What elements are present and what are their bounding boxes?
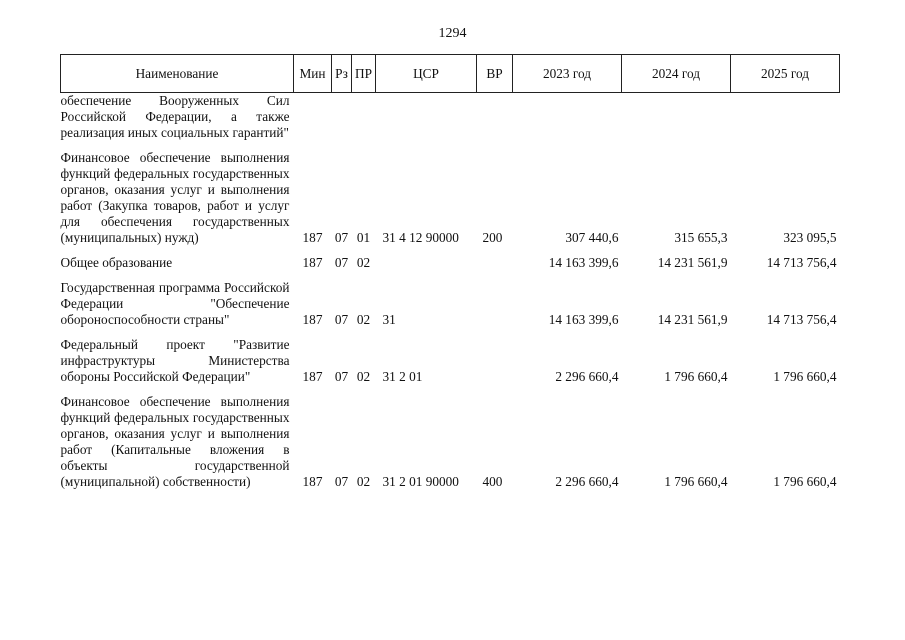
row-vr bbox=[477, 328, 513, 385]
table-row bbox=[61, 93, 840, 142]
header-vr: ВР bbox=[477, 55, 513, 93]
header-name: Наименование bbox=[61, 55, 294, 93]
row-2025 bbox=[731, 93, 840, 142]
row-2024 bbox=[622, 93, 731, 142]
header-2023: 2023 год bbox=[513, 55, 622, 93]
row-rz: 07 bbox=[334, 230, 349, 245]
row-2023: 2 296 660,4 bbox=[555, 369, 619, 384]
row-name: Общее образование bbox=[60, 255, 173, 270]
row-name: обеспечение Вооруженных Сил Российской Федерации, а также реализация иных социальных гарантий" bbox=[60, 93, 290, 140]
row-csr: 31 bbox=[382, 312, 396, 327]
row-csr: 31 2 01 90000 bbox=[382, 474, 459, 489]
header-2024: 2024 год bbox=[622, 55, 731, 93]
header-row bbox=[61, 55, 840, 93]
table-row bbox=[61, 328, 840, 385]
row-csr bbox=[376, 93, 477, 142]
row-2024: 14 231 561,9 bbox=[657, 312, 728, 327]
row-name: Государственная программа Российской Федерации "Обеспечение обороноспособности страны" bbox=[60, 280, 290, 327]
page-number: 1294 bbox=[438, 26, 467, 41]
row-2023: 14 163 399,6 bbox=[548, 255, 619, 270]
row-pr: 02 bbox=[356, 474, 371, 489]
header-rz: Рз bbox=[332, 55, 352, 93]
row-2023: 307 440,6 bbox=[565, 230, 619, 245]
row-2025: 323 095,5 bbox=[783, 230, 837, 245]
row-pr bbox=[352, 93, 376, 142]
row-name: Финансовое обеспечение выполнения функций федеральных государственных органов, оказания услуг и выполнения работ (Закупка товаров, работ и услуг для обеспечения государственных (муниципальных) нужд) bbox=[60, 150, 290, 245]
header-csr: ЦСР bbox=[376, 55, 477, 93]
table-body bbox=[61, 93, 840, 491]
row-2025: 1 796 660,4 bbox=[773, 369, 837, 384]
row-2023 bbox=[513, 93, 622, 142]
row-csr bbox=[376, 246, 477, 271]
row-vr bbox=[477, 246, 513, 271]
table-row bbox=[61, 141, 840, 246]
budget-table bbox=[60, 54, 840, 490]
row-vr bbox=[477, 93, 513, 142]
row-2023: 2 296 660,4 bbox=[555, 474, 619, 489]
row-2025: 14 713 756,4 bbox=[766, 255, 837, 270]
row-vr: 400 bbox=[482, 474, 503, 489]
row-2024: 315 655,3 bbox=[674, 230, 728, 245]
row-pr: 02 bbox=[356, 369, 371, 384]
row-min: 187 bbox=[302, 474, 323, 489]
row-rz: 07 bbox=[334, 312, 349, 327]
table-row bbox=[61, 271, 840, 328]
row-min: 187 bbox=[302, 255, 323, 270]
row-rz: 07 bbox=[334, 474, 349, 489]
row-rz bbox=[332, 93, 352, 142]
table-row bbox=[61, 246, 840, 271]
row-2024: 14 231 561,9 bbox=[657, 255, 728, 270]
row-name: Финансовое обеспечение выполнения функций федеральных государственных органов, оказания услуг и выполнения работ (Капитальные вложения в объекты государственной (муниципальной) собственности) bbox=[60, 394, 290, 489]
row-vr: 200 bbox=[482, 230, 503, 245]
table-header bbox=[61, 55, 840, 93]
row-2025: 14 713 756,4 bbox=[766, 312, 837, 327]
header-pr: ПР bbox=[352, 55, 376, 93]
row-min: 187 bbox=[302, 312, 323, 327]
row-min bbox=[294, 93, 332, 142]
table-row bbox=[61, 385, 840, 490]
row-2024: 1 796 660,4 bbox=[664, 474, 728, 489]
row-csr: 31 4 12 90000 bbox=[382, 230, 459, 245]
row-name: Федеральный проект "Развитие инфраструктуры Министерства обороны Российской Федерации" bbox=[60, 337, 290, 384]
row-2024: 1 796 660,4 bbox=[664, 369, 728, 384]
header-min: Мин bbox=[294, 55, 332, 93]
row-2025: 1 796 660,4 bbox=[773, 474, 837, 489]
row-pr: 02 bbox=[356, 312, 371, 327]
row-pr: 01 bbox=[356, 230, 371, 245]
row-2023: 14 163 399,6 bbox=[548, 312, 619, 327]
row-rz: 07 bbox=[334, 255, 349, 270]
row-rz: 07 bbox=[334, 369, 349, 384]
row-csr: 31 2 01 bbox=[382, 369, 423, 384]
row-vr bbox=[477, 271, 513, 328]
row-min: 187 bbox=[302, 230, 323, 245]
header-2025: 2025 год bbox=[731, 55, 840, 93]
row-pr: 02 bbox=[356, 255, 371, 270]
row-min: 187 bbox=[302, 369, 323, 384]
